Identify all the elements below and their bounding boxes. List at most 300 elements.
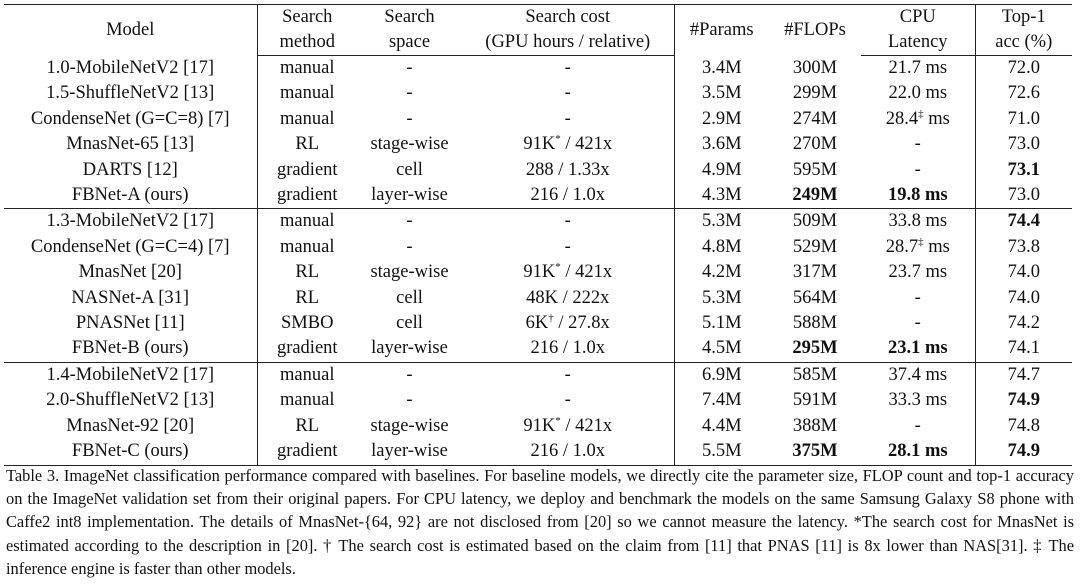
cell-search-cost-footnote-mark: †: [548, 312, 554, 325]
cell-top1-acc: [975, 209, 1072, 235]
cell-top1-acc: [975, 132, 1072, 157]
cell-params-value: 5.3M: [701, 287, 742, 308]
cell-flops-value: 588M: [792, 313, 838, 334]
cell-search-cost-value: 91K: [523, 262, 556, 283]
header-params: #Params: [674, 5, 769, 56]
cell-search-space: [357, 107, 462, 132]
cell-search-method-value: manual: [280, 236, 335, 257]
cell-top1-acc: [975, 183, 1072, 209]
cell-params: [674, 209, 769, 235]
cell-search-cost-value: -: [564, 108, 571, 129]
cell-search-cost: [462, 439, 674, 465]
table-row: [4, 388, 1072, 413]
cell-params: [674, 260, 769, 285]
cell-flops: [769, 336, 861, 362]
cell-model-value: 2.0-ShuffleNetV2 [13]: [46, 390, 215, 411]
cell-flops: [769, 158, 861, 183]
results-table: [4, 4, 1072, 466]
cell-cpu-latency-value: 28.7: [885, 236, 919, 257]
cell-search-method-value: RL: [295, 415, 320, 436]
table-row: [4, 439, 1072, 465]
cell-search-space-value: cell: [396, 159, 423, 180]
cell-top1-acc-value: 74.2: [1007, 313, 1040, 334]
cell-flops: [769, 311, 861, 336]
cell-flops: [769, 286, 861, 311]
cell-search-space: [357, 56, 462, 82]
table-row: [4, 362, 1072, 388]
table-row: [4, 158, 1072, 183]
cell-top1-acc-value: 72.0: [1007, 58, 1040, 78]
cell-params-value: 4.5M: [701, 338, 742, 359]
table-row: [4, 311, 1072, 336]
cell-cpu-latency-value: -: [914, 134, 921, 155]
cell-search-method-value: RL: [295, 287, 320, 308]
cell-search-cost-value: 48K / 222x: [526, 287, 610, 308]
cell-search-space-value: -: [406, 58, 413, 78]
cell-params: [674, 107, 769, 132]
header-search-space-1: Search: [384, 7, 435, 27]
cell-model: [4, 439, 257, 465]
cell-flops: [769, 132, 861, 157]
cell-top1-acc-value: 73.1: [1007, 159, 1040, 180]
cell-cpu-latency: [861, 209, 975, 235]
cell-search-cost-value: 288 / 1.33x: [525, 159, 610, 180]
cell-params-value: 5.5M: [701, 441, 742, 462]
cell-search-space-value: -: [406, 390, 413, 411]
cell-search-cost-value: 216 / 1.0x: [530, 185, 605, 206]
cell-search-cost: [462, 286, 674, 311]
cell-search-space: [357, 388, 462, 413]
cell-cpu-latency-value: 19.8 ms: [887, 185, 948, 206]
cell-search-method: [257, 183, 357, 209]
cell-cpu-latency: [861, 414, 975, 439]
cell-search-space: [357, 235, 462, 260]
cell-search-space: [357, 158, 462, 183]
cell-search-method: [257, 336, 357, 362]
cell-search-cost-value: -: [564, 83, 571, 104]
cell-flops: [769, 183, 861, 209]
cell-model: [4, 336, 257, 362]
cell-model: [4, 209, 257, 235]
cell-flops: [769, 209, 861, 235]
cell-search-method-value: manual: [280, 83, 335, 104]
cell-cpu-latency-value: 23.1 ms: [887, 338, 948, 359]
cell-params-value: 4.2M: [701, 262, 742, 283]
cell-flops: [769, 81, 861, 106]
cell-cpu-latency-value: 28.1 ms: [887, 441, 948, 462]
cell-model-value: 1.3-MobileNetV2 [17]: [46, 211, 214, 232]
cell-params-value: 3.4M: [701, 57, 742, 78]
cell-flops: [769, 388, 861, 413]
cell-model-value: FBNet-B (ours): [71, 338, 189, 359]
cell-search-cost: [462, 260, 674, 285]
cell-model: [4, 362, 257, 388]
cell-params-value: 4.8M: [701, 236, 742, 257]
cell-search-method: [257, 81, 357, 106]
cell-search-method: [257, 209, 357, 235]
table-row: [4, 183, 1072, 209]
cell-params-value: 3.5M: [701, 83, 742, 104]
cell-search-method: [257, 414, 357, 439]
cell-search-method: [257, 107, 357, 132]
cell-cpu-latency-value: -: [914, 159, 921, 180]
cell-search-cost: [462, 209, 674, 235]
cell-search-cost-suffix: / 421x: [560, 262, 613, 283]
cell-search-space: [357, 132, 462, 157]
cell-search-cost: [462, 414, 674, 439]
header-search-cost-2: (GPU hours / relative): [462, 30, 674, 56]
cell-flops-value: 595M: [792, 159, 838, 180]
header-search-method-1: Search: [257, 5, 357, 31]
cell-search-space: [357, 362, 462, 388]
cell-model-value: 1.5-ShuffleNetV2 [13]: [46, 83, 215, 104]
cell-model-value: FBNet-C (ours): [71, 441, 189, 462]
cell-search-cost-value: -: [564, 236, 571, 257]
cell-search-cost-value: 216 / 1.0x: [530, 441, 605, 462]
cell-cpu-latency: [861, 235, 975, 260]
cell-cpu-latency-value: -: [914, 415, 921, 436]
cell-search-method: [257, 439, 357, 465]
cell-cpu-latency: [861, 81, 975, 106]
cell-top1-acc: [975, 286, 1072, 311]
cell-cpu-latency-value: 28.4: [885, 108, 919, 129]
table-row: [4, 260, 1072, 285]
cell-flops-value: 375M: [792, 441, 838, 462]
cell-search-cost-footnote-mark: *: [555, 133, 561, 146]
cell-flops-value: 300M: [792, 57, 838, 78]
cell-cpu-latency-value: -: [914, 313, 921, 334]
cell-params-value: 5.3M: [701, 211, 742, 232]
cell-flops: [769, 362, 861, 388]
cell-flops-value: 564M: [792, 287, 838, 308]
cell-model-value: MnasNet-65 [13]: [66, 134, 195, 155]
cell-search-cost-value: -: [564, 364, 571, 385]
cell-cpu-latency-value: 22.0 ms: [888, 83, 948, 104]
cell-flops: [769, 414, 861, 439]
cell-cpu-latency: [861, 336, 975, 362]
cell-search-cost-footnote-mark: *: [555, 261, 561, 274]
cell-model-value: DARTS [12]: [82, 159, 178, 180]
table-row: [4, 81, 1072, 106]
cell-model-value: MnasNet-92 [20]: [66, 415, 195, 436]
cell-search-method: [257, 388, 357, 413]
cell-cpu-latency: [861, 132, 975, 157]
cell-top1-acc-value: 74.0: [1007, 287, 1040, 308]
cell-flops-value: 270M: [792, 134, 838, 155]
cell-top1-acc: [975, 362, 1072, 388]
cell-flops-value: 529M: [792, 236, 838, 257]
cell-top1-acc-value: 74.0: [1007, 262, 1040, 283]
cell-search-space: [357, 311, 462, 336]
cell-search-cost-value: -: [564, 390, 571, 411]
cell-flops-value: 295M: [792, 338, 838, 359]
cell-model: [4, 260, 257, 285]
cell-top1-acc: [975, 439, 1072, 465]
cell-model-value: FBNet-A (ours): [71, 185, 189, 206]
cell-top1-acc-value: 74.9: [1007, 441, 1040, 462]
table-body: [4, 56, 1072, 466]
cell-top1-acc: [975, 336, 1072, 362]
cell-cpu-latency: [861, 158, 975, 183]
header-flops: #FLOPs: [784, 19, 846, 40]
cell-params: [674, 81, 769, 106]
cell-params-value: 4.3M: [701, 185, 742, 206]
cell-cpu-latency-footnote-mark: ‡: [918, 235, 924, 248]
table-header: [4, 5, 1072, 56]
cell-cpu-latency: [861, 439, 975, 465]
cell-flops-value: 509M: [792, 211, 838, 232]
cell-top1-acc: [975, 107, 1072, 132]
table-caption: Table 3. ImageNet classification performance compared with baselines. For baseline models, we directly cite the parameter size, FLOP count and top-1 accuracy on the ImageNet validation set from their original papers. For CPU latency, we deploy and benchmark the models on the same Samsung Galaxy S8 phone with Caffe2 int8 implementation. The details of MnasNet-{64, 92} are not disclosed from [20] so we cannot measure the latency. *The search cost for MnasNet is estimated according to the description in [20]. † The search cost is estimated based on the claim from [11] that PNAS [11] is 8x lower than NAS[31]. ‡ The inference engine is faster than other models.: [6, 466, 1074, 578]
cell-top1-acc-value: 74.1: [1007, 338, 1040, 359]
cell-cpu-latency-value: 21.7 ms: [888, 58, 948, 78]
cell-model: [4, 107, 257, 132]
cell-search-space-value: -: [406, 211, 413, 232]
cell-model: [4, 56, 257, 82]
cell-search-space-value: cell: [396, 313, 423, 334]
cell-search-method-value: RL: [295, 262, 320, 283]
cell-model: [4, 311, 257, 336]
cell-search-space-value: stage-wise: [370, 262, 449, 283]
cell-top1-acc-value: 74.7: [1007, 364, 1040, 385]
cell-search-space: [357, 209, 462, 235]
header-top1-2: acc (%): [975, 30, 1072, 56]
header-top1-1: Top-1: [975, 5, 1072, 31]
cell-search-method: [257, 286, 357, 311]
table-row: [4, 132, 1072, 157]
cell-search-space-value: stage-wise: [370, 134, 449, 155]
cell-flops: [769, 235, 861, 260]
cell-cpu-latency-suffix: ms: [923, 108, 950, 129]
cell-model-value: CondenseNet (G=C=8) [7]: [30, 108, 230, 129]
cell-model-value: NASNet-A [31]: [71, 287, 190, 308]
cell-model: [4, 286, 257, 311]
cell-cpu-latency-value: 33.8 ms: [888, 211, 948, 232]
cell-top1-acc-value: 73.8: [1007, 236, 1040, 257]
cell-search-method-value: gradient: [276, 338, 338, 359]
cell-search-cost: [462, 235, 674, 260]
cell-search-space-value: -: [406, 236, 413, 257]
cell-search-cost: [462, 132, 674, 157]
cell-top1-acc: [975, 311, 1072, 336]
cell-search-space-value: -: [406, 83, 413, 104]
cell-flops: [769, 107, 861, 132]
cell-search-cost-suffix: / 421x: [560, 415, 613, 436]
cell-model: [4, 183, 257, 209]
cell-cpu-latency: [861, 311, 975, 336]
header-search-space-2: space: [357, 30, 462, 56]
cell-search-method-value: manual: [280, 390, 335, 411]
cell-search-cost: [462, 56, 674, 82]
cell-params: [674, 286, 769, 311]
cell-search-cost: [462, 336, 674, 362]
cell-search-cost: [462, 81, 674, 106]
cell-search-cost-value: 91K: [523, 134, 556, 155]
cell-search-cost-value: -: [564, 211, 571, 232]
header-search-cost-1: Search cost: [525, 7, 611, 27]
cell-search-method-value: RL: [295, 134, 320, 155]
cell-search-cost: [462, 183, 674, 209]
cell-search-cost-value: 91K: [523, 415, 556, 436]
cell-cpu-latency-value: 33.3 ms: [888, 390, 948, 411]
header-cpu-latency-2: Latency: [861, 30, 975, 56]
table-row: [4, 56, 1072, 82]
cell-search-space: [357, 260, 462, 285]
cell-search-method-value: manual: [280, 58, 335, 78]
cell-cpu-latency-value: 37.4 ms: [888, 364, 948, 385]
cell-flops-value: 591M: [792, 390, 838, 411]
cell-params: [674, 311, 769, 336]
cell-search-method-value: gradient: [276, 185, 338, 206]
cell-params: [674, 439, 769, 465]
cell-params: [674, 183, 769, 209]
cell-search-space-value: -: [406, 364, 413, 385]
cell-model: [4, 414, 257, 439]
cell-top1-acc: [975, 260, 1072, 285]
table-row: [4, 286, 1072, 311]
cell-flops-value: 299M: [792, 83, 838, 104]
cell-top1-acc-value: 71.0: [1007, 108, 1040, 129]
cell-params-value: 3.6M: [701, 134, 742, 155]
cell-params: [674, 362, 769, 388]
cell-search-method: [257, 311, 357, 336]
cell-model: [4, 388, 257, 413]
cell-model: [4, 132, 257, 157]
cell-model-value: PNASNet [11]: [75, 313, 185, 334]
cell-params-value: 7.4M: [701, 390, 742, 411]
cell-top1-acc: [975, 235, 1072, 260]
table-row: [4, 336, 1072, 362]
cell-flops-value: 317M: [792, 262, 838, 283]
cell-search-space-value: layer-wise: [371, 441, 448, 462]
cell-search-space-value: stage-wise: [370, 415, 449, 436]
cell-flops-value: 388M: [792, 415, 838, 436]
cell-search-method: [257, 235, 357, 260]
cell-search-method-value: gradient: [276, 441, 338, 462]
cell-cpu-latency-suffix: ms: [923, 236, 950, 257]
cell-cpu-latency: [861, 388, 975, 413]
cell-cpu-latency: [861, 56, 975, 82]
cell-params: [674, 56, 769, 82]
cell-top1-acc-value: 74.8: [1007, 415, 1040, 436]
cell-model: [4, 158, 257, 183]
cell-params: [674, 336, 769, 362]
cell-search-method-value: manual: [280, 211, 335, 232]
cell-search-method: [257, 158, 357, 183]
cell-flops-value: 274M: [792, 108, 838, 129]
cell-search-method-value: manual: [280, 108, 335, 129]
cell-search-method: [257, 132, 357, 157]
cell-search-space-value: -: [406, 108, 413, 129]
cell-top1-acc-value: 73.0: [1007, 134, 1040, 155]
cell-params-value: 4.4M: [701, 415, 742, 436]
cell-search-space: [357, 336, 462, 362]
cell-search-method-value: manual: [280, 364, 335, 385]
cell-flops-value: 249M: [792, 185, 838, 206]
cell-search-cost-suffix: / 421x: [560, 134, 613, 155]
cell-search-space-value: cell: [396, 287, 423, 308]
cell-search-space: [357, 81, 462, 106]
cell-search-cost-value: -: [564, 58, 571, 78]
cell-search-method: [257, 56, 357, 82]
cell-search-space: [357, 439, 462, 465]
cell-cpu-latency: [861, 260, 975, 285]
cell-params: [674, 235, 769, 260]
cell-flops: [769, 260, 861, 285]
cell-search-space-value: layer-wise: [371, 185, 448, 206]
cell-search-space: [357, 414, 462, 439]
cell-search-space: [357, 286, 462, 311]
cell-params-value: 4.9M: [701, 159, 742, 180]
table-row: [4, 209, 1072, 235]
cell-search-cost: [462, 388, 674, 413]
cell-search-cost-suffix: / 27.8x: [553, 313, 610, 334]
cell-params-value: 5.1M: [701, 313, 742, 334]
cell-cpu-latency: [861, 286, 975, 311]
cell-cpu-latency: [861, 362, 975, 388]
cell-params: [674, 414, 769, 439]
table-row: [4, 235, 1072, 260]
cell-top1-acc: [975, 56, 1072, 82]
cell-model: [4, 235, 257, 260]
cell-params: [674, 158, 769, 183]
header-cpu-latency-1: CPU: [899, 7, 936, 27]
header-model: Model: [106, 19, 155, 40]
cell-search-space-value: layer-wise: [371, 338, 448, 359]
cell-top1-acc: [975, 81, 1072, 106]
cell-params-value: 6.9M: [701, 364, 742, 385]
cell-search-method: [257, 362, 357, 388]
header-search-method-2: method: [257, 30, 357, 56]
cell-flops-value: 585M: [792, 364, 838, 385]
cell-model-value: MnasNet [20]: [78, 262, 182, 283]
cell-model-value: 1.4-MobileNetV2 [17]: [46, 364, 214, 385]
cell-cpu-latency: [861, 107, 975, 132]
cell-top1-acc: [975, 158, 1072, 183]
cell-top1-acc: [975, 414, 1072, 439]
cell-search-space: [357, 183, 462, 209]
cell-search-cost: [462, 311, 674, 336]
cell-model-value: CondenseNet (G=C=4) [7]: [30, 236, 230, 257]
cell-params-value: 2.9M: [701, 108, 742, 129]
cell-cpu-latency-value: -: [914, 287, 921, 308]
table-row: [4, 107, 1072, 132]
cell-search-cost: [462, 158, 674, 183]
cell-top1-acc-value: 72.6: [1007, 83, 1040, 104]
cell-cpu-latency-value: 23.7 ms: [888, 262, 948, 283]
cell-search-cost-value: 6K: [525, 313, 549, 334]
cell-params: [674, 388, 769, 413]
cell-flops: [769, 56, 861, 82]
cell-search-cost: [462, 362, 674, 388]
cell-model: [4, 81, 257, 106]
cell-model-value: 1.0-MobileNetV2 [17]: [46, 57, 214, 78]
cell-top1-acc-value: 73.0: [1007, 185, 1040, 206]
cell-search-method-value: SMBO: [281, 313, 334, 334]
cell-search-cost-value: 216 / 1.0x: [530, 338, 605, 359]
cell-top1-acc: [975, 388, 1072, 413]
cell-cpu-latency: [861, 183, 975, 209]
cell-top1-acc-value: 74.9: [1007, 390, 1040, 411]
cell-top1-acc-value: 74.4: [1007, 211, 1040, 232]
cell-search-method: [257, 260, 357, 285]
cell-flops: [769, 439, 861, 465]
cell-cpu-latency-footnote-mark: ‡: [918, 107, 924, 120]
cell-search-cost-footnote-mark: *: [555, 414, 561, 427]
cell-search-cost: [462, 107, 674, 132]
cell-params: [674, 132, 769, 157]
cell-search-method-value: gradient: [276, 159, 338, 180]
